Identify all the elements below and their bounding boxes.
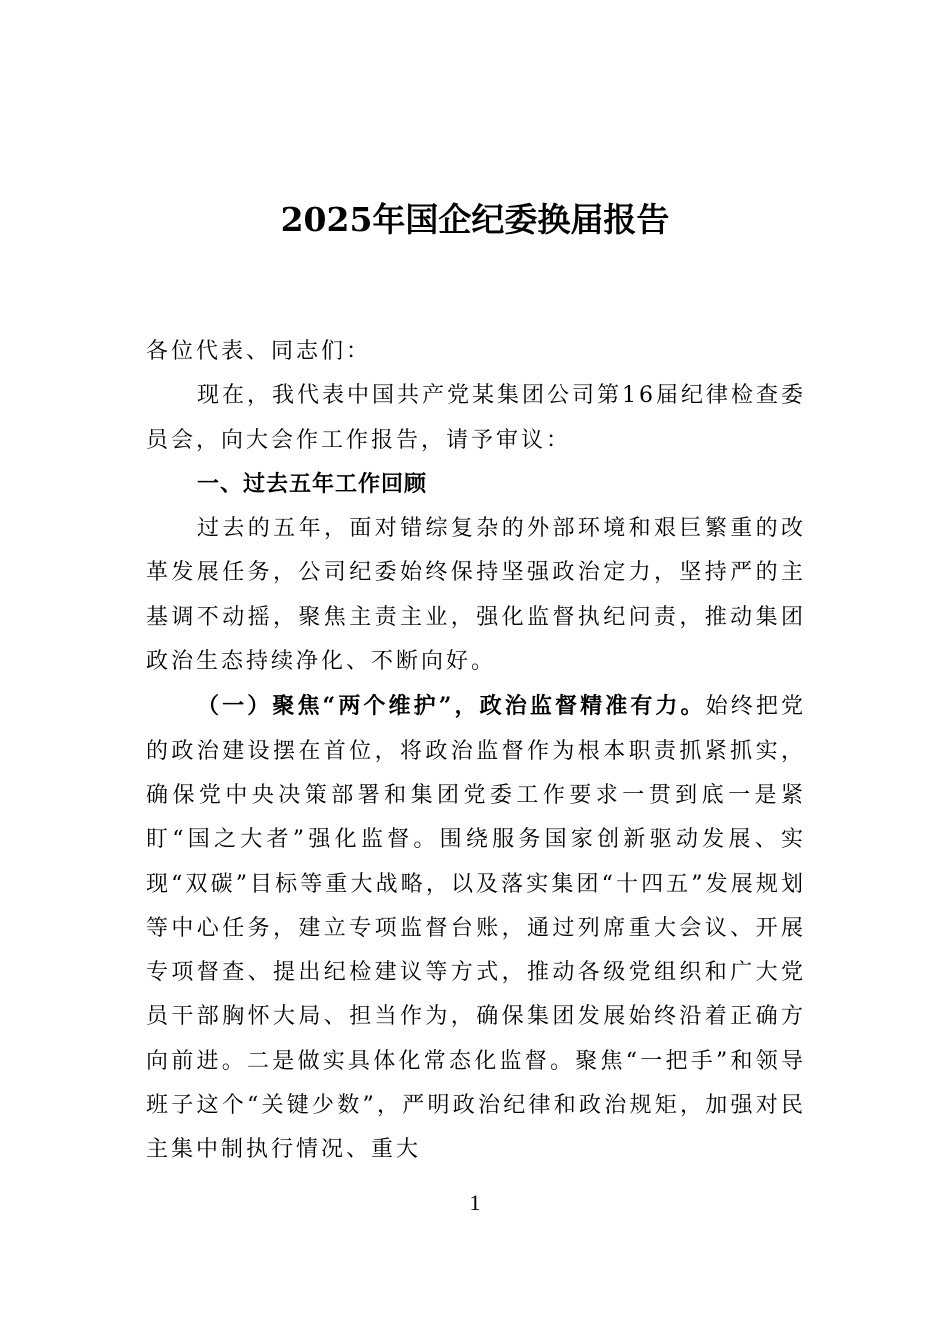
political-supervision-paragraph [146,684,806,1172]
section-heading: 一、过去五年工作回顾 [197,471,428,497]
subsection-heading: （一）聚焦“两个维护”，政治监督精准有力。 [197,693,706,720]
review-paragraph: 过去的五年，面对错综复杂的外部环境和艰巨繁重的改革发展任务，公司纪委始终保持坚强政治定力，坚持严的主基调不动摇，聚焦主责主业，强化监督执纪问责，推动集团政治生态持续净化、不断向好。 [146,516,806,675]
intro-paragraph: 现在，我代表中国共产党某集团公司第16届纪律检查委员会，向大会作工作报告，请予审议： [146,383,806,453]
subsection-body: 始终把党的政治建设摆在首位，将政治监督作为根本职责抓紧抓实，确保党中央决策部署和集团党委工作要求一贯到底一是紧盯“国之大者”强化监督。围绕服务国家创新驱动发展、实现“双碳”目标等重大战略，以及落实集团“十四五”发展规划等中心任务，建立专项监督台账，通过列席重大会议、开展专项督查、提出纪检建议等方式，推动各级党组织和广大党员干部胸怀大局、担当作为，确保集团发展始终沿着正确方向前进。二是做实具体化常态化监督。聚焦“一把手”和领导班子这个“关键少数”，严明政治纪律和政治规矩，加强对民主集中制执行情况、重大 [146,694,806,1163]
document-title: 2025年国企纪委换届报告 [280,200,670,239]
salutation: 各位代表、同志们： [146,339,372,364]
page-number: 1 [469,1190,481,1215]
document-body [146,330,806,1173]
